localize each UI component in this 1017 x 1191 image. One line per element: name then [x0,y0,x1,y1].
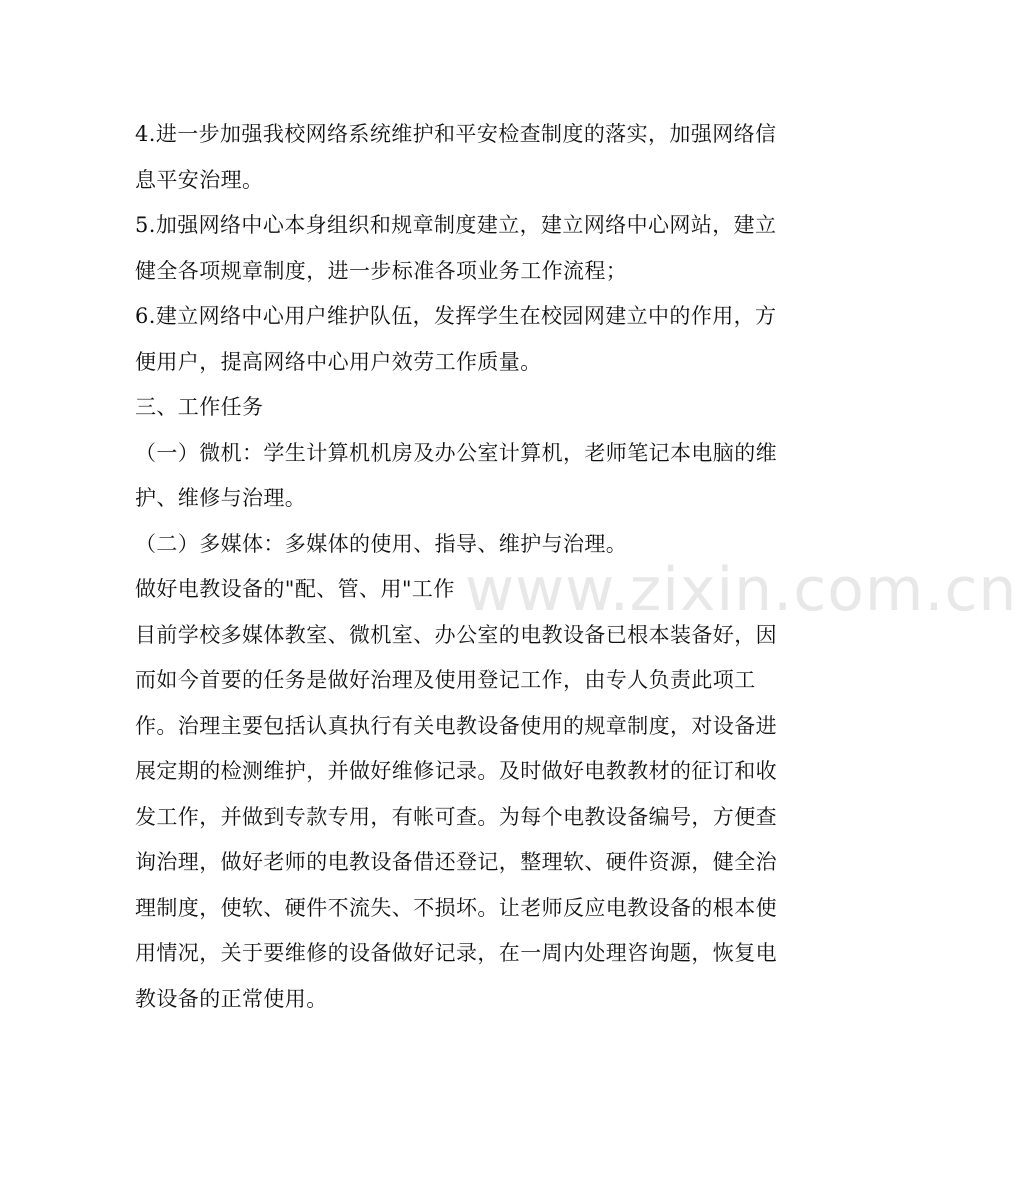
task-item-2: （二）多媒体：多媒体的使用、指导、维护与治理。 [135,531,628,556]
body-paragraph: 目前学校多媒体教室、微机室、办公室的电教设备已根本装备好，因而如今首要的任务是做好治理及使用登记工作，由专人负责此项工作。治理主要包括认真执行有关电教设备使用的规章制度，对设备进展定期的检测维护，并做好维修记录。及时做好电教教材的征订和收发工作，并做到专款专用，有帐可查。为每个电教设备编号，方便查询治理，做好老师的电教设备借还登记，整理软、硬件资源，健全治理制度，使软、硬件不流失、不损坏。让老师反应电教设备的根本使用情况，关于要维修的设备做好记录，在一周内处理咨询题，恢复电教设备的正常使用。 [135,622,777,1011]
paragraph-item-5: 5.加强网络中心本身组织和规章制度建立，建立网络中心网站，建立健全各项规章制度，进一步标准各项业务工作流程； [135,213,777,283]
paragraph-item-6: 6.建立网络中心用户维护队伍，发挥学生在校园网建立中的作用，方便用户，提高网络中心用户效劳工作质量。 [135,304,777,374]
paragraph-item-4: 4.进一步加强我校网络系统维护和平安检查制度的落实，加强网络信息平安治理。 [135,122,777,192]
task-item-1: （一）微机：学生计算机机房及办公室计算机，老师笔记本电脑的维护、维修与治理。 [135,440,777,510]
watermark: www.zixin.com.cn [465,555,1017,625]
document-body [135,112,790,1022]
section-heading: 三、工作任务 [135,395,264,419]
subheading: 做好电教设备的"配、管、用"工作 [135,577,455,601]
